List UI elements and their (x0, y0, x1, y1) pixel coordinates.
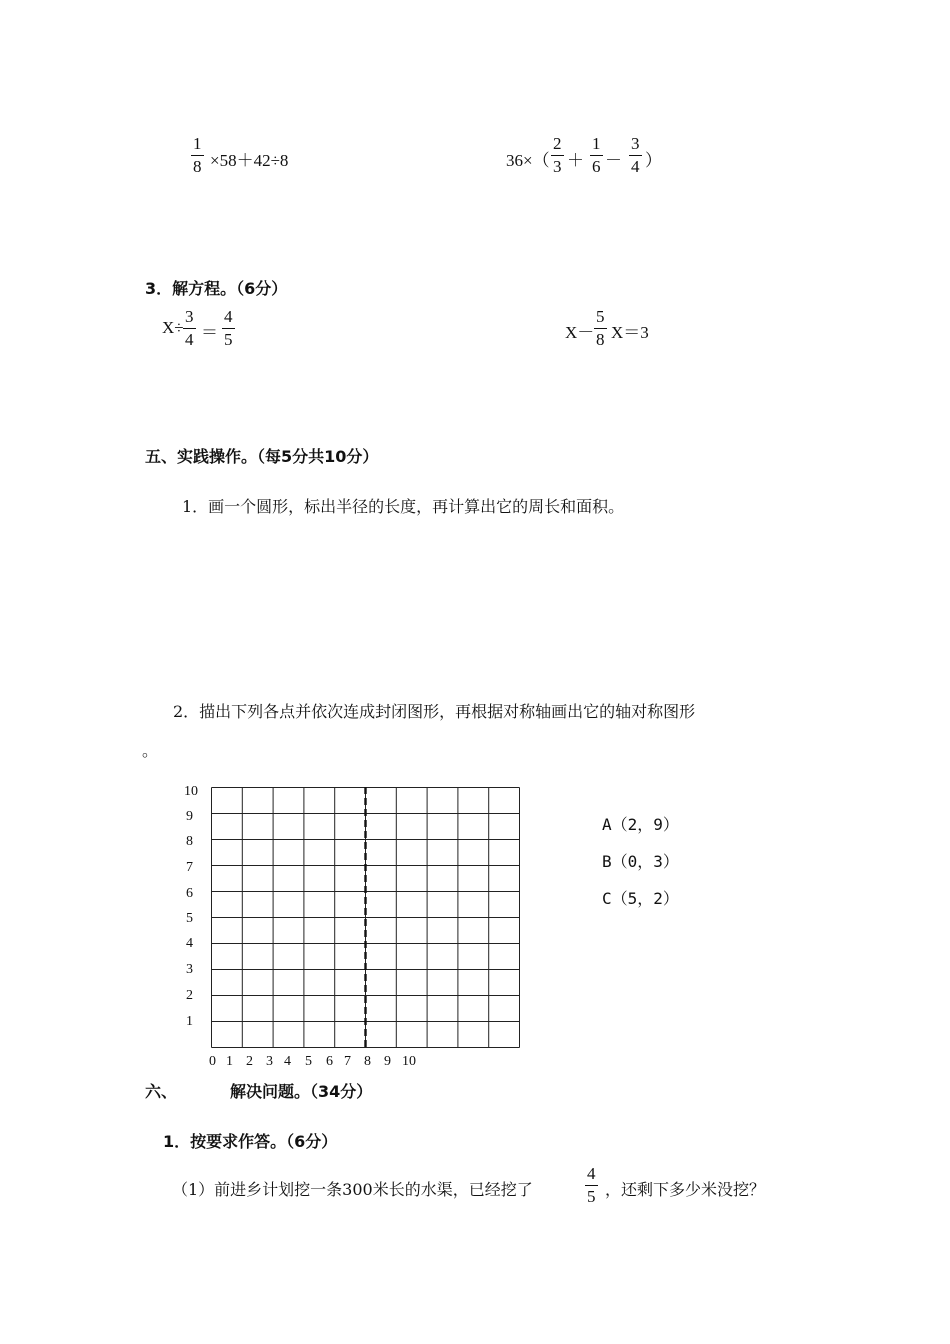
section-6-subsection-1: 1．按要求作答。（6分） (163, 1132, 338, 1151)
section-6-question-1-fraction (585, 1164, 598, 1207)
point-a-label: A（2，9） (602, 815, 679, 834)
problem-b-suffix: ） (645, 151, 662, 170)
grid-y-label: 10 (184, 784, 198, 799)
grid-x-label: 8 (364, 1054, 371, 1069)
fraction-numerator: 3 (631, 134, 640, 153)
problem-b-fraction-1 (551, 134, 564, 177)
eq1-fraction-2 (222, 307, 235, 350)
grid-x-label: 2 (246, 1054, 253, 1069)
fraction-numerator: 1 (193, 134, 202, 153)
fraction-numerator: 5 (596, 307, 605, 326)
eq2-prefix: X－ (565, 323, 595, 342)
fraction-denominator: 6 (592, 157, 601, 176)
grid-y-label: 2 (186, 988, 193, 1003)
problem-b-op2: － (605, 151, 622, 170)
grid-y-label: 6 (186, 886, 193, 901)
grid-y-label: 5 (186, 911, 193, 926)
fraction-denominator: 4 (631, 157, 640, 176)
grid-x-label: 0 (209, 1054, 216, 1069)
fraction-bar (590, 155, 603, 156)
grid-x-label: 3 (266, 1054, 273, 1069)
fraction-denominator: 5 (224, 330, 233, 349)
section-5-question-2-continuation: 。 (142, 741, 159, 760)
fraction-denominator: 8 (193, 157, 202, 176)
fraction-bar (191, 155, 204, 156)
fraction-denominator: 3 (553, 157, 562, 176)
grid-y-label: 9 (186, 809, 193, 824)
section-6-title: 解决问题。（34分） (230, 1082, 373, 1101)
eq1-prefix: X÷ (162, 318, 184, 337)
eq1-fraction-1 (183, 307, 196, 350)
fraction-numerator: 2 (553, 134, 562, 153)
grid-y-label: 1 (186, 1014, 193, 1029)
section-5-title: 五、实践操作。（每5分共10分） (145, 447, 379, 466)
fraction-numerator: 4 (224, 307, 233, 326)
fraction-numerator: 1 (592, 134, 601, 153)
problem-b-fraction-3 (629, 134, 642, 177)
point-c-label: C（5，2） (602, 889, 679, 908)
problem-b-op1: ＋ (567, 151, 584, 170)
fraction-denominator: 4 (185, 330, 194, 349)
fraction-bar (594, 328, 607, 329)
fraction-bar (629, 155, 642, 156)
grid-y-label: 8 (186, 834, 193, 849)
grid-y-label: 4 (186, 936, 193, 951)
problem-a-expression: ×58＋42÷8 (210, 151, 289, 170)
problem-b-fraction-2 (590, 134, 603, 177)
grid-y-label: 7 (186, 860, 193, 875)
eq1-equals: ＝ (201, 323, 218, 342)
section-5-question-1: 1．画一个圆形，标出半径的长度，再计算出它的周长和面积。 (182, 497, 625, 516)
grid-x-label: 4 (284, 1054, 291, 1069)
fraction-denominator: 5 (587, 1187, 596, 1206)
fraction-numerator: 4 (587, 1164, 596, 1183)
grid-x-label: 1 (226, 1054, 233, 1069)
grid-x-label: 7 (344, 1054, 351, 1069)
fraction-numerator: 3 (185, 307, 194, 326)
fraction-bar (183, 328, 196, 329)
eq2-suffix: X＝3 (611, 323, 649, 342)
section-6-question-1-text: （1）前进乡计划挖一条300米长的水渠，已经挖了 (172, 1180, 533, 1199)
grid-x-label: 9 (384, 1054, 391, 1069)
problem-b-prefix: 36×（ (506, 151, 550, 170)
problem-a-fraction (191, 134, 204, 177)
fraction-denominator: 8 (596, 330, 605, 349)
grid-x-label: 5 (305, 1054, 312, 1069)
section-5-question-2: 2．描出下列各点并依次连成封闭图形，再根据对称轴画出它的轴对称图形 (173, 702, 696, 721)
fraction-bar (222, 328, 235, 329)
section-6-number: 六、 (145, 1082, 178, 1101)
section-6-question-1-text-end: ，还剩下多少米没挖？ (605, 1180, 766, 1199)
fraction-bar (551, 155, 564, 156)
grid-x-label: 10 (402, 1054, 416, 1069)
grid-y-label: 3 (186, 962, 193, 977)
fraction-bar (585, 1185, 598, 1186)
coordinate-grid (211, 787, 523, 1051)
eq2-fraction (594, 307, 607, 350)
point-b-label: B（0，3） (602, 852, 679, 871)
section-3-title: 3．解方程。（6分） (145, 279, 288, 298)
grid-x-label: 6 (326, 1054, 333, 1069)
